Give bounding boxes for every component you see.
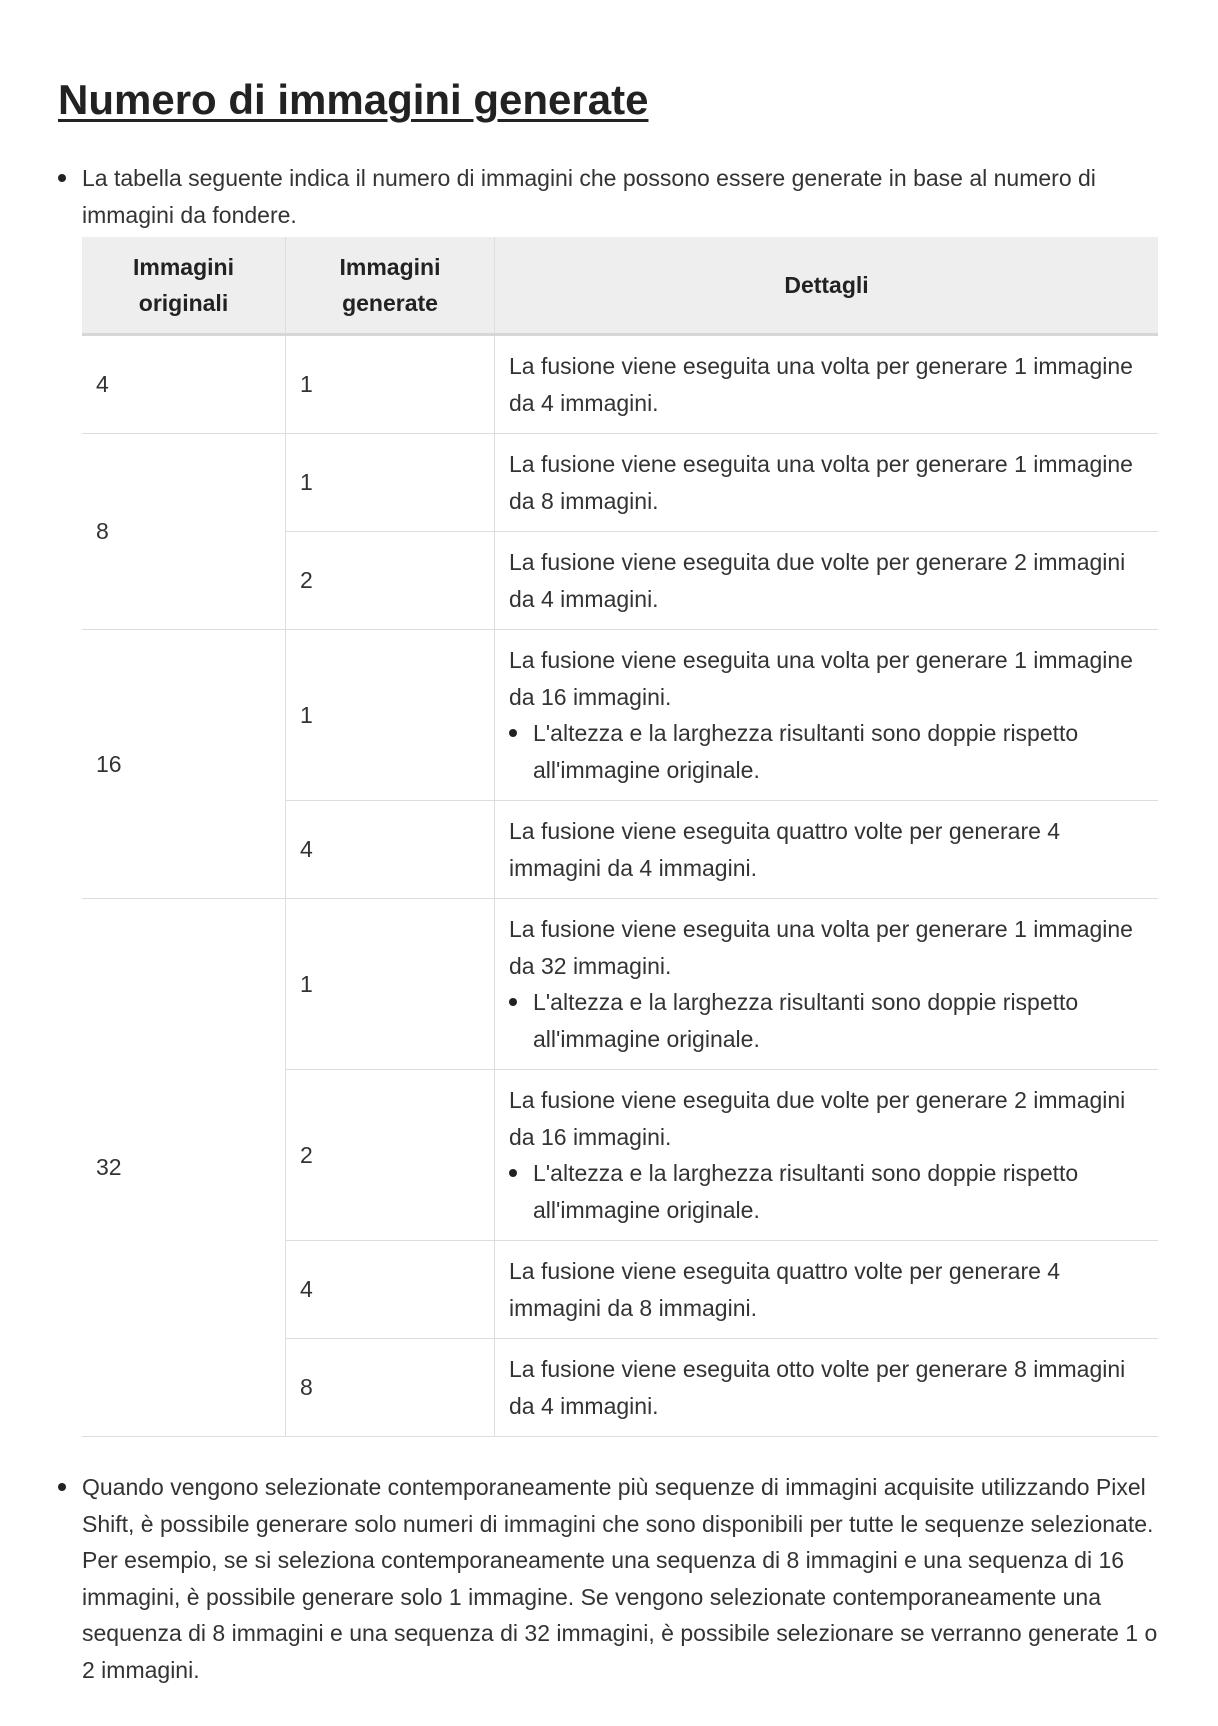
bullet-icon <box>58 174 66 182</box>
table-row <box>82 899 1158 1070</box>
intro-text: La tabella seguente indica il numero di immagini che possono essere generate in base al numero di immagini da fondere. <box>82 165 1096 228</box>
cell-generated: 2 <box>286 1070 495 1241</box>
closing-text: Quando vengono selezionate contemporaneamente più sequenze di immagini acquisite utilizzando Pixel Shift, è possibile generare solo numeri di immagini che sono disponibili per tutte le sequenze selezionate. Per esempio, se si seleziona contemporaneamente una sequenza di 8 immagini e una sequenza di 16 immagini, è possibile generare solo 1 immagine. Se vengono selezionate contemporaneamente una sequenza di 8 immagini e una sequenza di 32 immagini, è possibile selezionare se verranno generate 1 o 2 immagini. <box>82 1474 1158 1683</box>
bullet-icon <box>509 998 517 1006</box>
table-row <box>82 335 1158 434</box>
header-original: Immagini originali <box>82 237 286 335</box>
detail-text: La fusione viene eseguita quattro volte per generare 4 immagini da 8 immagini. <box>509 1258 1061 1321</box>
cell-original: 4 <box>82 335 286 434</box>
cell-detail <box>495 1339 1159 1437</box>
detail-text: La fusione viene eseguita una volta per generare 1 immagine da 16 immagini. <box>509 647 1133 710</box>
header-details: Dettagli <box>495 237 1159 335</box>
note-text: L'altezza e la larghezza risultanti sono doppie rispetto all'immagine originale. <box>533 1160 1079 1223</box>
detail-note <box>509 1155 1144 1228</box>
detail-text: La fusione viene eseguita quattro volte per generare 4 immagini da 4 immagini. <box>509 818 1061 881</box>
cell-original: 16 <box>82 630 286 899</box>
list-item-intro <box>58 160 1158 1437</box>
cell-generated: 4 <box>286 801 495 899</box>
cell-original: 32 <box>82 899 286 1437</box>
cell-generated: 2 <box>286 532 495 630</box>
header-generated: Immagini generate <box>286 237 495 335</box>
cell-original: 8 <box>82 434 286 630</box>
table-header-row <box>82 237 1158 335</box>
page-content <box>58 70 1158 1688</box>
cell-generated: 1 <box>286 434 495 532</box>
detail-text: La fusione viene eseguita otto volte per generare 8 immagini da 4 immagini. <box>509 1356 1126 1419</box>
detail-note <box>509 715 1144 788</box>
detail-text: La fusione viene eseguita una volta per generare 1 immagine da 4 immagini. <box>509 353 1133 416</box>
detail-text: La fusione viene eseguita una volta per generare 1 immagine da 8 immagini. <box>509 451 1133 514</box>
cell-generated: 1 <box>286 630 495 801</box>
bullet-icon <box>509 729 517 737</box>
list-item-closing <box>58 1469 1158 1688</box>
cell-detail <box>495 1241 1159 1339</box>
cell-generated: 4 <box>286 1241 495 1339</box>
cell-detail <box>495 335 1159 434</box>
table-row <box>82 630 1158 801</box>
cell-detail <box>495 1070 1159 1241</box>
bullet-list <box>58 160 1158 1688</box>
cell-detail <box>495 630 1159 801</box>
images-table <box>82 237 1158 1437</box>
cell-generated: 8 <box>286 1339 495 1437</box>
note-text: L'altezza e la larghezza risultanti sono doppie rispetto all'immagine originale. <box>533 989 1079 1052</box>
table-row <box>82 434 1158 532</box>
page-title: Numero di immagini generate <box>58 76 649 123</box>
detail-text: La fusione viene eseguita una volta per generare 1 immagine da 32 immagini. <box>509 916 1133 979</box>
bullet-icon <box>58 1483 66 1491</box>
bullet-icon <box>509 1169 517 1177</box>
note-text: L'altezza e la larghezza risultanti sono doppie rispetto all'immagine originale. <box>533 720 1079 783</box>
cell-generated: 1 <box>286 335 495 434</box>
detail-text: La fusione viene eseguita due volte per generare 2 immagini da 16 immagini. <box>509 1087 1126 1150</box>
cell-detail <box>495 801 1159 899</box>
cell-detail <box>495 532 1159 630</box>
cell-generated: 1 <box>286 899 495 1070</box>
detail-note <box>509 984 1144 1057</box>
cell-detail <box>495 899 1159 1070</box>
detail-text: La fusione viene eseguita due volte per generare 2 immagini da 4 immagini. <box>509 549 1126 612</box>
cell-detail <box>495 434 1159 532</box>
